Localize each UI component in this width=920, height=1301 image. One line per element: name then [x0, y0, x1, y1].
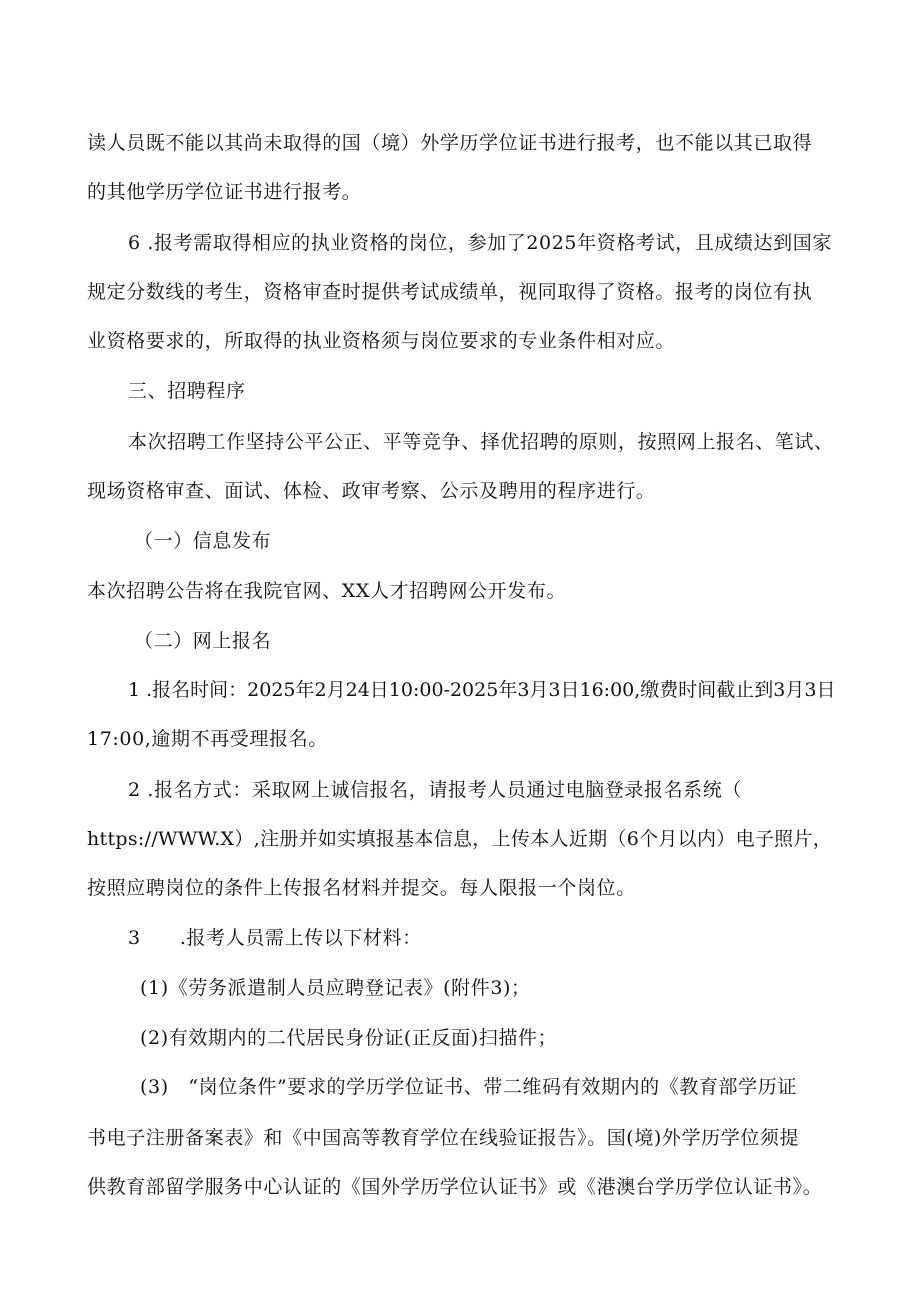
paragraph-line-4: 规定分数线的考生，资格审查时提供考试成绩单，视同取得了资格。报考的岗位有执: [87, 281, 813, 303]
paragraph-line-13: 17:00,逾期不再受理报名。: [87, 728, 328, 750]
subheading-online-registration: （二）网上报名: [134, 630, 272, 652]
paragraph-line-1: 读人员既不能以其尚未取得的国（境）外学历学位证书进行报考，也不能以其已取得: [87, 132, 813, 154]
paragraph-line-3: 6 .报考需取得相应的执业资格的岗位，参加了2025年资格考试，且成绩达到国家: [128, 232, 832, 254]
paragraph-line-12: 1 .报名时间：2025年2月24日10:00-2025年3月3日16:00,缴费时间截止到3月3日: [128, 679, 836, 701]
paragraph-line-5: 业资格要求的，所取得的执业资格须与岗位要求的专业条件相对应。: [87, 330, 676, 352]
paragraph-line-17: 3 .报考人员需上传以下材料：: [128, 927, 422, 949]
paragraph-line-21: 书电子注册备案表》和《中国高等教育学位在线验证报告》。国(境)外学历学位须提: [87, 1127, 800, 1149]
paragraph-line-8: 现场资格审查、面试、体检、政审考察、公示及聘用的程序进行。: [87, 480, 656, 502]
paragraph-line-16: 按照应聘岗位的条件上传报名材料并提交。每人限报一个岗位。: [87, 877, 636, 899]
paragraph-line-2: 的其他学历学位证书进行报考。: [87, 181, 362, 203]
paragraph-line-15: https://WWW.X）,注册并如实填报基本信息，上传本人近期（6个月以内）电子照片，: [87, 828, 833, 850]
paragraph-line-7: 本次招聘工作坚持公平公正、平等竞争、择优招聘的原则，按照网上报名、笔试、: [128, 431, 834, 453]
list-item-1: (1)《劳务派遣制人员应聘登记表》(附件3)；: [140, 977, 531, 999]
section-heading-recruitment-procedure: 三、招聘程序: [128, 380, 246, 402]
list-item-3: (3) “岗位条件”要求的学历学位证书、带二维码有效期内的《教育部学历证: [140, 1076, 797, 1098]
paragraph-line-10: 本次招聘公告将在我院官网、XX人才招聘网公开发布。: [87, 580, 567, 602]
paragraph-line-14: 2 .报名方式：采取网上诚信报名，请报考人员通过电脑登录报名系统（: [128, 779, 742, 801]
paragraph-line-22: 供教育部留学服务中心认证的《国外学历学位认证书》或《港澳台学历学位认证书》。: [87, 1176, 823, 1198]
list-item-2: (2)有效期内的二代居民身份证(正反面)扫描件；: [140, 1027, 558, 1049]
subheading-info-release: （一）信息发布: [134, 530, 272, 552]
